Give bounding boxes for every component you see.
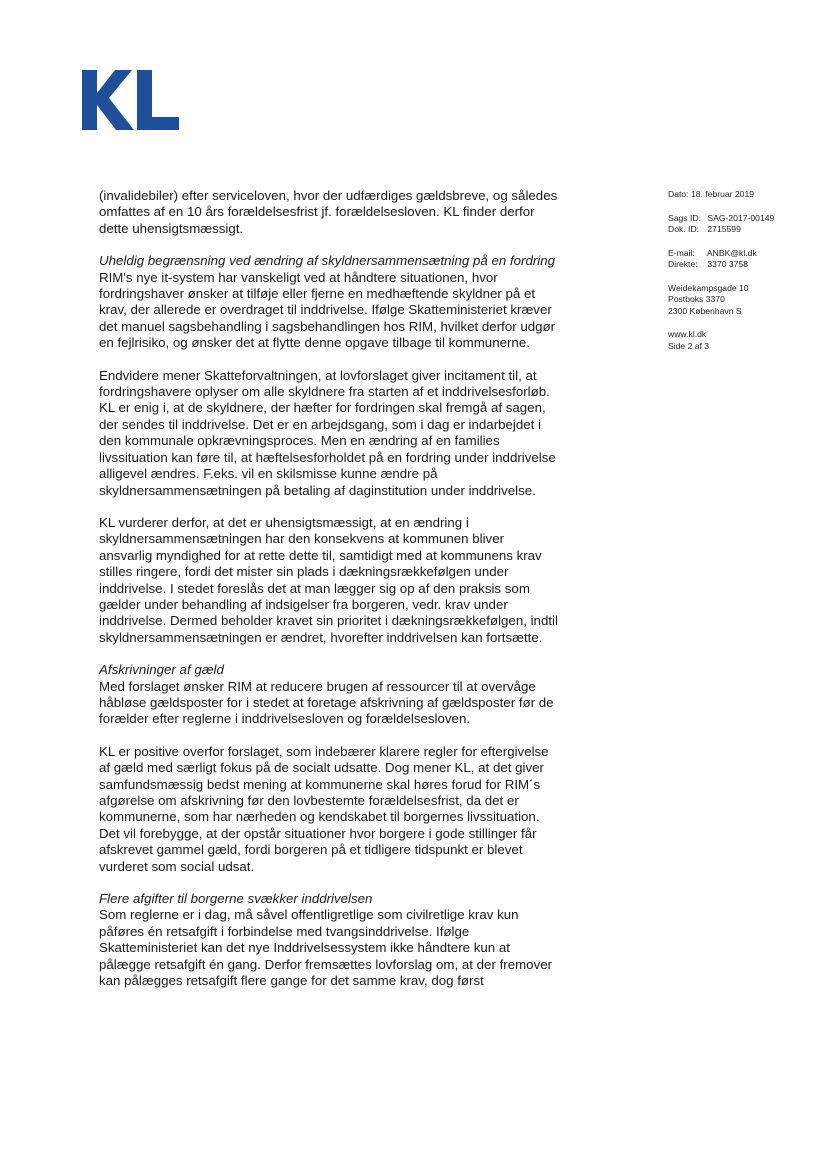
doc-id-label: Dok. ID: [668,224,700,234]
heading-afgifter: Flere afgifter til borgerne svækker inddrivelsen [99,891,373,907]
kl-logo [82,70,182,130]
date-label: Dato: [668,189,689,199]
address-pobox: Postboks 3370 [668,294,725,304]
heading-skyldnersammensaetning: Uheldig begrænsning ved ændring af skyldnersammensætning på en fordring [99,253,556,269]
paragraph-7: Som reglerne er i dag, må såvel offentligretlige som civilretlige krav kun påføres én retsafgift i forbindelse med tvangsinddrivelse. Ifølge Skatteministeriet kan det nye Inddrivelsessystem ikke håndtere kun at pålægge retsafgift én gang. Derfor fremsættes lovforslag om, at der fremover kan pålægges retsafgift flere gange for det samme krav, dog først [99,907,553,989]
case-id-label: Sags ID: [668,212,701,223]
paragraph-2: RIM's nye it-system har vanskeligt ved at håndtere situationen, hvor fordringshaver ønsker at tilføje eller fjerne en medhæftende skyldner på et krav, der allerede er overdraget til inddrivelse. Ifølge Skatteministeriet kræver det manuel sagsbehandling i sagsbehandlingen hos RIM, hvilket derfor udgør en fejlrisiko, og ønsker det at flytte denne opgave tilbage til kommunerne. [99,269,556,351]
web-block [668,329,818,352]
doc-id-value: 2715599 [707,224,741,234]
date-block [668,189,818,201]
case-block [668,213,818,236]
paragraph-1: (invalidebiler) efter serviceloven, hvor der udfærdiges gældsbreve, og således omfattes af en 10 års forældelsesfrist jf. forældelsesloven. KL finder derfor dette uhensigtsmæssigt. [99,188,558,236]
email-value: ANBK@kl.dk [706,247,757,258]
case-id-value: SAG-2017-00149 [707,212,775,223]
paragraph-5: Med forslaget ønsker RIM at reducere brugen af ressourcer til at overvåge håbløse gældsposter for i stedet at foretage afskrivning af gældsposter før de forælder efter reglerne i inddrivelsesloven og forældelsesloven. [99,678,554,727]
contact-block [668,248,818,271]
letter-body [99,188,559,1005]
phone-value: 3370 3758 [707,259,749,269]
kl-logo-mark [82,70,182,130]
document-metadata [668,189,818,364]
heading-afskrivninger: Afskrivninger af gæld [99,662,224,678]
paragraph-4: KL vurderer derfor, at det er uhensigtsmæssigt, at en ændring i skyldnersammensætningen har den konsekvens at kommunen bliver ansvarlig myndighed for at rette dette til, samtidigt med at kommunens krav stilles ringere, fordi det mister sin plads i dækningsrækkefølgen under inddrivelse. I stedet foreslås det at man lægger sig op af den praksis som gælder under behandling af indsigelser fra borgeren, vedr. krav under inddrivelse. Dermed beholder kravet sin prioritet i dækningsrækkefølgen, indtil skyldnersammensætningen er ændret, hvorefter inddrivelsen kan fortsætte. [99,514,558,645]
address-block [668,283,818,318]
address-street: Weidekampsgade 10 [668,282,749,293]
paragraph-6: KL er positive overfor forslaget, som indebærer klarere regler for eftergivelse af gæld med særligt fokus på de socialt udsatte. Dog mener KL, at det giver samfundsmæssig bedst mening at kommunerne skal høres forud for RIM´s afgørelse om afskrivning før den lovbestemte forældelsesfrist, da det er kommunerne, som har nærheden og kendskabet til borgernes livssituation. Det vil forebygge, at der opstår situationer hvor borgere i gode stillinger får afskrevet gammel gæld, fordi borgeren på et tidligere tidspunkt er blevet vurderet som social udsat. [99,743,549,874]
phone-label: Direkte: [668,259,698,269]
page-number: Side 2 af 3 [668,340,710,351]
email-label: E-mail: [668,247,695,258]
date-value: 18. februar 2019 [690,189,755,199]
paragraph-3: Endvidere mener Skatteforvaltningen, at lovforslaget giver incitament til, at fordringshavere oplyser om alle skyldnere fra starten af et inddrivelsesforløb. KL er enig i, at de skyldnere, der hæfter for fordringen skal fremgå af sagen, der sendes til inddrivelse. Det er en arbejdsgang, som i dag er indarbejdet i den kommunale opkrævningsproces. Men en ændring af en families livssituation kan føre til, at hæftelsesforholdet på en fordring under inddrivelse alligevel ændres. F.eks. vil en skilsmisse kunne ændre på skyldnersammensætningen på betaling af daginstitution under inddrivelse. [99,367,556,498]
address-city: 2300 København S [668,305,742,316]
website: www.kl.dk [668,329,707,339]
